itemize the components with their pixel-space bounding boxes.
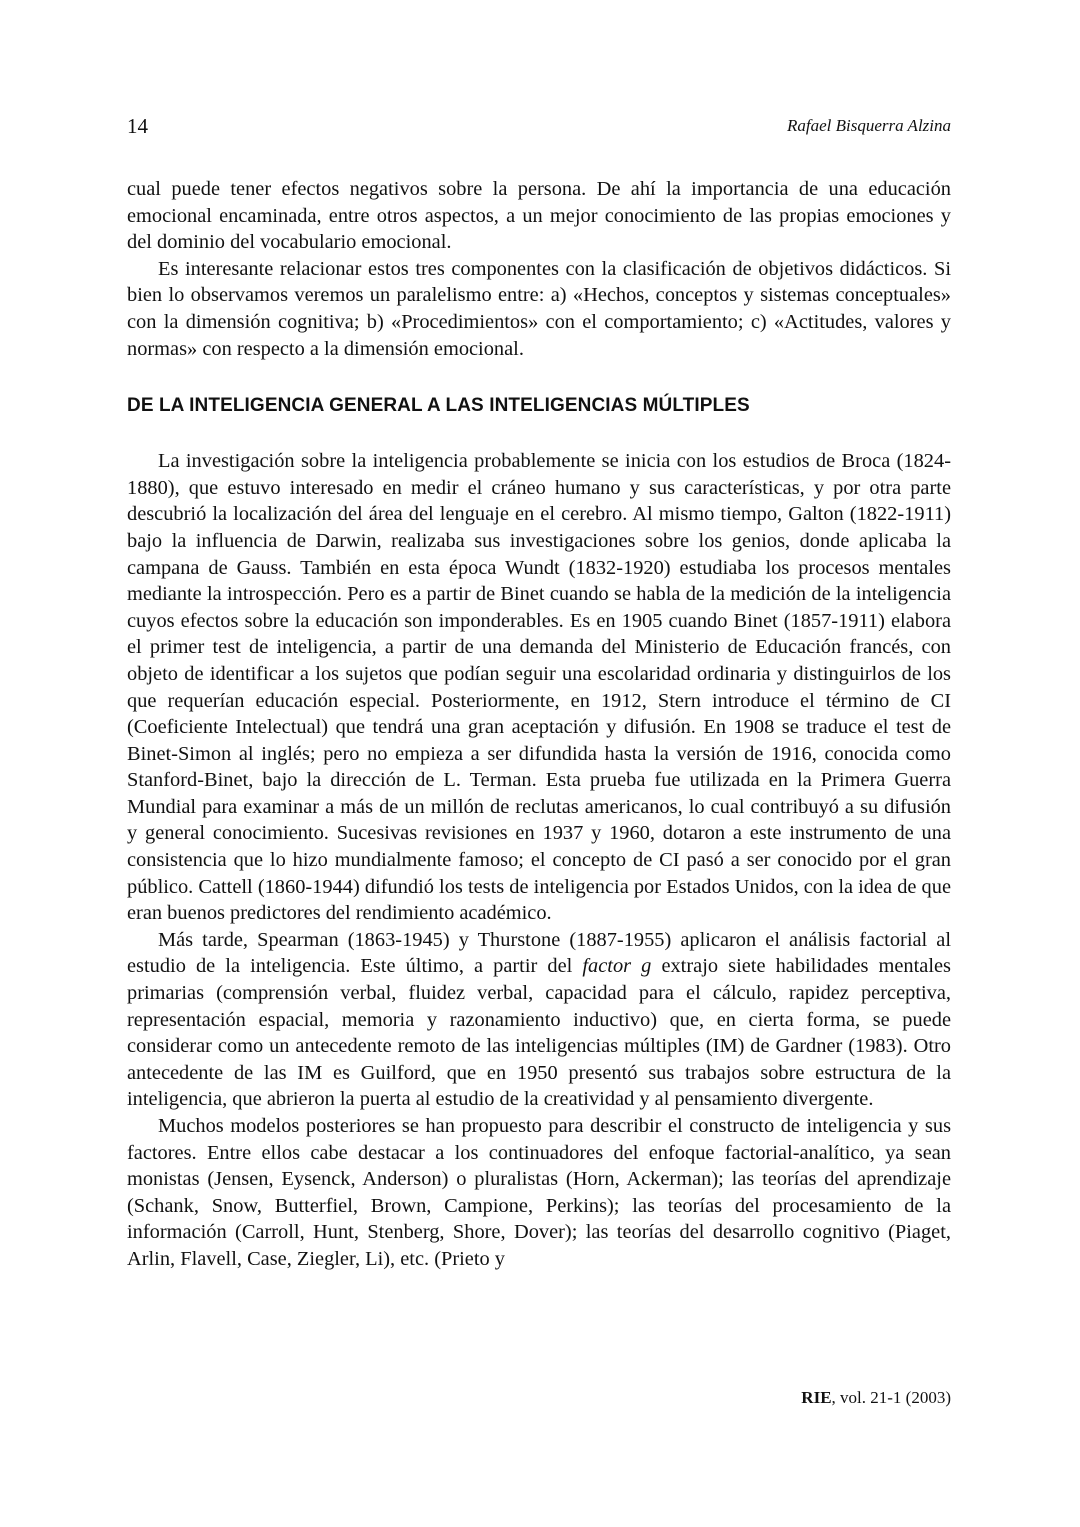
paragraph-objectives: Es interesante relacionar estos tres componentes con la clasificación de objetivos didácticos. Si bien lo observamos veremos un paralelismo entre: a) «Hechos, conceptos y sistemas conceptuales» con la dimensión cognitiva; b) «Procedimientos» con el comportamiento; c) «Actitudes, valores y normas» con respecto a la dimensión emocional. (127, 257, 951, 360)
journal-citation: , vol. 21-1 (2003) (831, 1388, 951, 1407)
page-header (127, 114, 951, 146)
paragraph-continuation: cual puede tener efectos negativos sobre la persona. De ahí la importancia de una educación emocional encaminada, entre otros aspectos, a un mejor conocimiento de las propias emociones y del dominio del vocabulario emocional. (127, 178, 951, 254)
paragraph-later-models: Muchos modelos posteriores se han propuesto para describir el constructo de inteligencia y sus factores. Entre ellos cabe destacar a los continuadores del enfoque factorial-analítico, ya sean monistas (Jensen, Eysenck, Anderson) o pluralistas (Horn, Ackerman); las teorías del aprendizaje (Schank, Snow, Butterfiel, Brown, Campione, Perkins); las teorías del procesamiento de la información (Carroll, Hunt, Stenberg, Shore, Dover); las teorías del desarrollo cognitivo (Piaget, Arlin, Flavell, Case, Ziegler, Li), etc. (Prieto y (127, 1115, 951, 1270)
paragraph-text: extrajo siete habilidades mentales primarias (comprensión verbal, fluidez verbal, capacidad para el cálculo, rapidez perceptiva, representación espacial, memoria y razonamiento inductivo) que, en cierta forma, se puede considerar como un antecedente remoto de las inteligencias múltiples (IM) de Gardner (1983). Otro antecedente de las IM es Guilford, que en 1950 presentó sus trabajos sobre estructura de la inteligencia, que abrieron la puerta al estudio de la creatividad y al pensamiento divergente. (127, 955, 951, 1111)
italic-term: factor g (582, 955, 652, 978)
running-head-author: Rafael Bisquerra Alzina (786, 116, 951, 135)
page-number: 14 (127, 114, 148, 138)
paragraph-text: Más tarde, Spearman (1863-1945) y Thurstone (1887-1955) aplicaron el análisis factorial al estudio de la inteligencia. Este último, a partir del (127, 928, 951, 978)
page-footer (801, 1388, 951, 1408)
section-heading: DE LA INTELIGENCIA GENERAL A LAS INTELIGENCIAS MÚLTIPLES (127, 395, 750, 417)
paragraph-factor-analysis (127, 927, 951, 1113)
body-text (127, 176, 951, 1273)
journal-abbreviation: RIE (801, 1388, 832, 1407)
paragraph-intelligence-history: La investigación sobre la inteligencia probablemente se inicia con los estudios de Broca (1824-1880), que estuvo interesado en medir el cráneo humano y sus características, y por otra parte descubrió la localización del área del lenguaje en el cerebro. Al mismo tiempo, Galton (1822-1911) bajo la influencia de Darwin, realizaba sus investigaciones sobre los genios, donde aplicaba la campana de Gauss. También en esta época Wundt (1832-1920) estudiaba los procesos mentales mediante la introspección. Pero es a partir de Binet cuando se habla de la medición de la inteligencia cuyos efectos sobre la educación son imponderables. Es en 1905 cuando Binet (1857-1911) elabora el primer test de inteligencia, a partir de una demanda del Ministerio de Educación francés, con objeto de identificar a los sujetos que podían seguir una escolaridad ordinaria y distinguirlos de los que requerían educación especial. Posteriormente, en 1912, Stern introduce el término de CI (Coeficiente Intelectual) que tendrá una gran aceptación y difusión. En 1908 se traduce el test de Binet-Simon al inglés; pero no empieza a ser difundida hasta la versión de 1916, conocida como Stanford-Binet, bajo la dirección de L. Terman. Esta prueba fue utilizada en la Primera Guerra Mundial para examinar a más de un millón de reclutas americanos, lo cual contribuyó a su difusión y general conocimiento. Sucesivas revisiones en 1937 y 1960, dotaron a este instrumento de una consistencia que lo hizo mundialmente famoso; el concepto de CI pasó a ser conocido por el gran público. Cattell (1860-1944) difundió los tests de inteligencia por Estados Unidos, con la idea de que eran buenos predictores del rendimiento académico. (127, 450, 951, 925)
